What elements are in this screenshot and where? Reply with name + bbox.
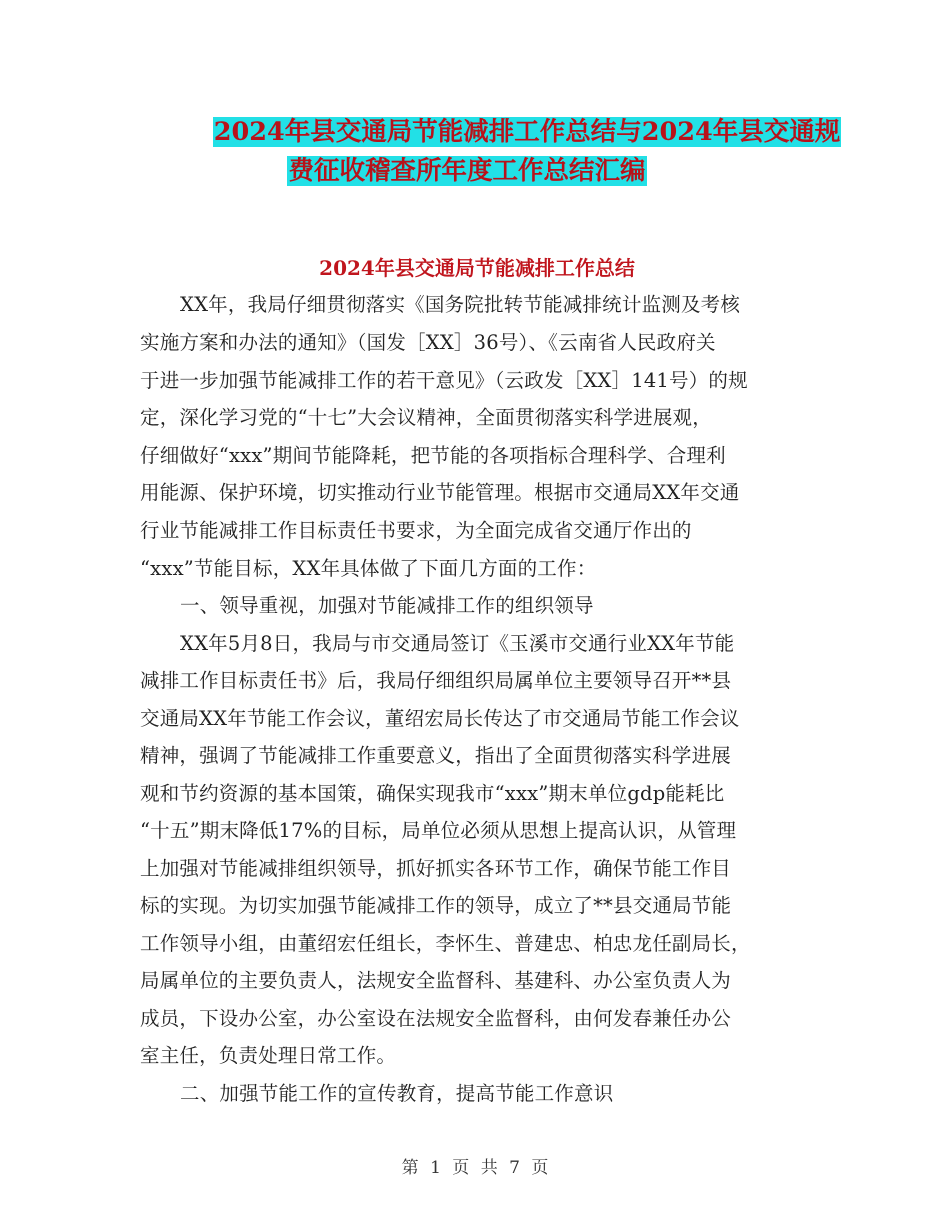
body-line: 行业节能减排工作目标责任书要求，为全面完成省交通厅作出的: [140, 519, 692, 542]
body-line: 工作领导小组，由董绍宏任组长，李怀生、普建忠、柏忠龙任副局长，: [140, 932, 751, 955]
body-line: “xxx”节能目标，XX年具体做了下面几方面的工作：: [140, 557, 597, 580]
document-title-line-2: [0, 154, 942, 188]
body-line: XX年，我局仔细贯彻落实《国务院批转节能减排统计监测及考核: [180, 293, 741, 316]
body-line: 用能源、保护环境，切实推动行业节能管理。根据市交通局XX年交通: [140, 481, 740, 504]
page-number-footer: 第 1 页 共 7 页: [401, 1158, 549, 1178]
body-line: 定，深化学习党的“十七”大会议精神，全面贯彻落实科学进展观，: [140, 406, 712, 429]
title-highlight-1: 2024年县交通局节能减排工作总结与2024年县交通规: [213, 117, 841, 147]
body-line: 局属单位的主要负责人，法规安全监督科、基建科、办公室负责人为: [140, 969, 732, 992]
body-line: 减排工作目标责任书》后，我局仔细组织局属单位主要领导召开**县: [140, 669, 732, 692]
body-line: XX年5月8日，我局与市交通局签订《玉溪市交通行业XX年节能: [180, 632, 735, 655]
body-line: 上加强对节能减排组织领导，抓好抓实各环节工作，确保节能工作目: [140, 857, 732, 880]
body-line: 标的实现。为切实加强节能减排工作的领导，成立了**县交通局节能: [140, 894, 732, 917]
section-heading-1: 一、领导重视，加强对节能减排工作的组织领导: [180, 594, 594, 617]
section-heading-2: 二、加强节能工作的宣传教育，提高节能工作意识: [180, 1082, 614, 1105]
body-line: 室主任，负责处理日常工作。: [140, 1044, 397, 1067]
body-line: 实施方案和办法的通知》（国发［XX］36号）、《云南省人民政府关: [140, 331, 716, 354]
body-line: 交通局XX年节能工作会议，董绍宏局长传达了市交通局节能工作会议: [140, 707, 740, 730]
body-line: 于进一步加强节能减排工作的若干意见》（云政发［XX］141号）的规: [140, 369, 748, 392]
title-highlight-2: 费征收稽查所年度工作总结汇编: [288, 156, 646, 186]
section-title: 2024年县交通局节能减排工作总结: [319, 256, 635, 280]
body-line: 精神，强调了节能减排工作重要意义，指出了全面贯彻落实科学进展: [140, 744, 732, 767]
document-title-line-1: [52, 115, 950, 149]
body-line: 仔细做好“xxx”期间节能降耗，把节能的各项指标合理科学、合理利: [140, 444, 726, 467]
body-line: 观和节约资源的基本国策，确保实现我市“xxx”期末单位gdp能耗比: [140, 782, 725, 805]
body-line: 成员，下设办公室，办公室设在法规安全监督科，由何发春兼任办公: [140, 1007, 732, 1030]
body-line: “十五”期末降低17%的目标，局单位必须从思想上提高认识，从管理: [140, 819, 737, 842]
